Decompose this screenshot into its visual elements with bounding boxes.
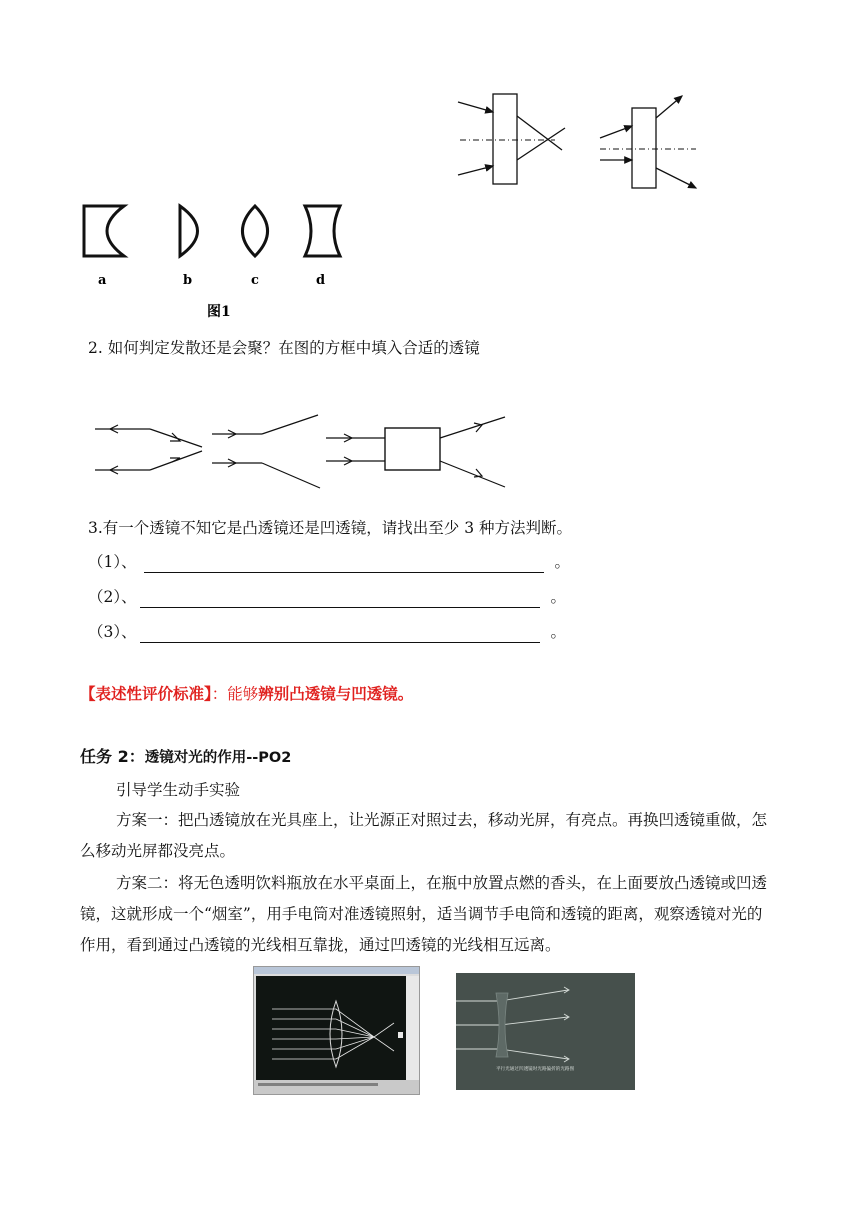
task2-plan2: 方案二：将无色透明饮料瓶放在水平桌面上，在瓶中放置点燃的香头，在上面要放凸透镜或凹透镜，这就形成一个“烟室”，用手电筒对准透镜照射，适当调节手电筒和透镜的距离，观察透镜对光的作用，看到通过凸透镜的光线相互靠拢，通过凹透镜的光线相互远离。 bbox=[80, 874, 768, 954]
blank-line-2[interactable] bbox=[140, 591, 540, 608]
question-2: 2. 如何判定发散还是会聚？在图的方框中填入合适的透镜 bbox=[88, 339, 480, 357]
figure-caption: 图1 bbox=[207, 304, 231, 320]
ray-diagram-q2 bbox=[90, 405, 520, 505]
task2-title-a: 任务 2： bbox=[80, 747, 145, 766]
concave-lens-photo bbox=[456, 973, 635, 1090]
answer-label-1: （1）、 bbox=[88, 553, 137, 571]
figure-label-a: a bbox=[98, 273, 107, 288]
criteria-prefix: 能够 bbox=[227, 685, 259, 703]
task2-title bbox=[80, 746, 291, 769]
lens-ray-diagrams-top bbox=[450, 88, 710, 198]
figure-label-b: b bbox=[183, 273, 193, 288]
answer-end-3: 。 bbox=[550, 623, 567, 641]
photo-caption: 平行光通过凹透镜时光路偏折的光路图 bbox=[496, 1067, 575, 1072]
blank-line-3[interactable] bbox=[140, 626, 540, 643]
evaluation-criteria bbox=[80, 683, 413, 705]
answer-line-2 bbox=[88, 586, 566, 608]
blank-line-1[interactable] bbox=[144, 556, 544, 573]
answer-end-2: 。 bbox=[550, 588, 567, 606]
criteria-colon: ： bbox=[211, 685, 228, 703]
question-3: 3.有一个透镜不知它是凸透镜还是凹透镜，请找出至少 3 种方法判断。 bbox=[88, 519, 573, 537]
answer-line-1 bbox=[88, 551, 570, 573]
task2-intro: 引导学生动手实验 bbox=[116, 781, 241, 799]
task2-title-b: 透镜对光的作用--PO2 bbox=[144, 750, 292, 766]
answer-label-3: （3）、 bbox=[88, 623, 137, 641]
figure-label-c: c bbox=[251, 273, 259, 288]
task2-plan1: 方案一：把凸透镜放在光具座上，让光源正对照过去，移动光屏，有亮点。再换凹透镜重做，怎么移动光屏都没亮点。 bbox=[80, 811, 768, 860]
figure-label-d: d bbox=[316, 273, 326, 288]
criteria-bracket: 【表述性评价标准】 bbox=[80, 685, 212, 703]
answer-end-1: 。 bbox=[554, 553, 571, 571]
answer-label-2: （2）、 bbox=[88, 588, 137, 606]
criteria-content: 辨别凸透镜与凹透镜。 bbox=[258, 685, 414, 703]
concave-lens-image bbox=[456, 973, 635, 1090]
convex-lens-screenshot bbox=[253, 966, 420, 1095]
lens-shapes-figure bbox=[80, 200, 360, 325]
answer-line-3 bbox=[88, 621, 566, 643]
convex-lens-simulation bbox=[254, 967, 419, 1094]
